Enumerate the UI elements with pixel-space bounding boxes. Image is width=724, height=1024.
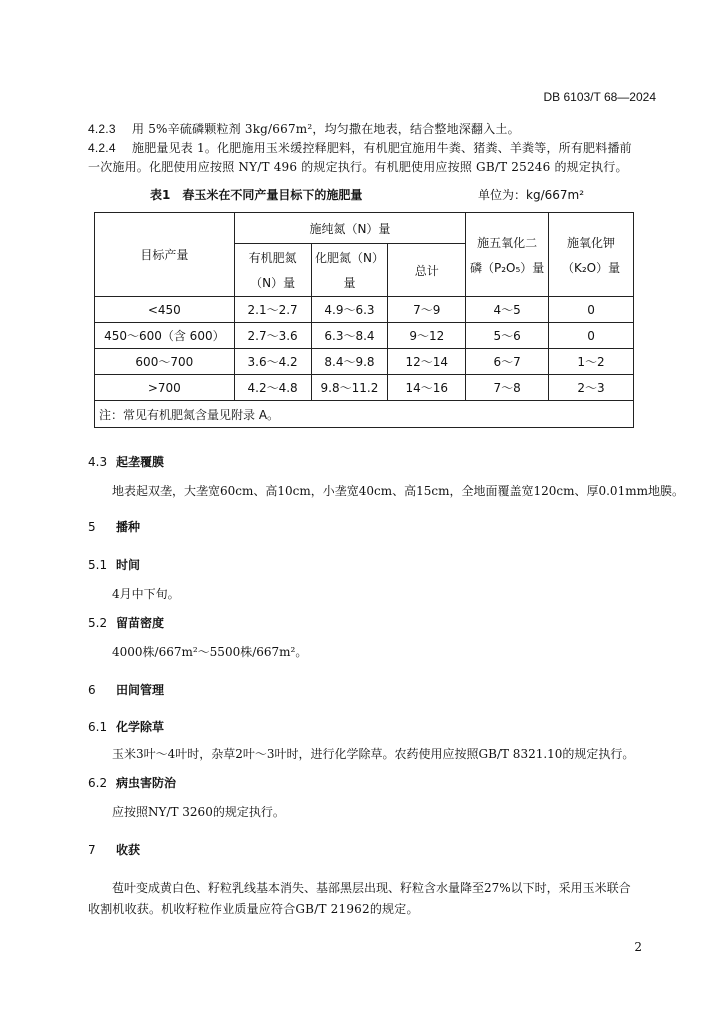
cell-k2o: 0 bbox=[549, 323, 634, 349]
heading-number: 7 bbox=[88, 843, 96, 857]
header-chem-line1: 化肥氮（N） bbox=[314, 251, 384, 265]
cell-total: 14～16 bbox=[388, 375, 466, 401]
header-chemical-nitrogen bbox=[311, 244, 388, 297]
header-chem-line2: 量 bbox=[343, 276, 356, 290]
heading-title: 收获 bbox=[116, 843, 141, 857]
heading-number: 4.3 bbox=[88, 455, 108, 469]
table-caption: 表1 春玉米在不同产量目标下的施肥量 bbox=[150, 188, 363, 202]
heading-number: 5.2 bbox=[88, 616, 108, 630]
heading-number: 6 bbox=[88, 683, 96, 697]
header-k2o-line1: 施氧化钾 bbox=[567, 235, 616, 250]
heading-title: 播种 bbox=[116, 520, 141, 534]
heading-title: 留苗密度 bbox=[116, 616, 165, 630]
header-organic-nitrogen bbox=[234, 244, 311, 297]
cell-chemical: 6.3～8.4 bbox=[311, 323, 388, 349]
heading-title: 病虫害防治 bbox=[116, 776, 177, 790]
cell-chemical: 4.9～6.3 bbox=[311, 297, 388, 323]
clause-text: 施肥量见表 1。化肥施用玉米缓控释肥料，有机肥宜施用牛粪、猪粪、羊粪等，所有肥料播前 bbox=[132, 141, 632, 155]
heading-title: 时间 bbox=[116, 558, 141, 572]
clause-text: 用 5%辛硫磷颗粒剂 3kg/667m²，均匀撒在地表，结合整地深翻入土。 bbox=[132, 122, 520, 136]
heading-6-1 bbox=[88, 718, 164, 735]
cell-p2o5: 4～5 bbox=[466, 297, 549, 323]
cell-organic: 2.7～3.6 bbox=[234, 323, 311, 349]
clause-4-2-3 bbox=[88, 120, 520, 137]
heading-5-2 bbox=[88, 614, 164, 631]
heading-title: 田间管理 bbox=[116, 683, 165, 697]
table-note: 注：常见有机肥氮含量见附录 A。 bbox=[95, 401, 634, 428]
text-7-line2: 收割机收获。机收籽粒作业质量应符合GB/T 21962的规定。 bbox=[88, 902, 419, 916]
page-number: 2 bbox=[634, 940, 642, 954]
cell-k2o: 0 bbox=[549, 297, 634, 323]
clause-number: 4.2.3 bbox=[88, 122, 116, 136]
cell-target: 600～700 bbox=[95, 349, 235, 375]
document-code: DB 6103/T 68—2024 bbox=[543, 90, 656, 104]
heading-7 bbox=[88, 841, 140, 858]
heading-number: 6.1 bbox=[88, 720, 108, 734]
cell-p2o5: 6～7 bbox=[466, 349, 549, 375]
text-5-1: 4月中下旬。 bbox=[112, 587, 180, 601]
header-k2o bbox=[549, 213, 634, 297]
fertilizer-table bbox=[94, 212, 634, 428]
cell-total: 12～14 bbox=[388, 349, 466, 375]
heading-number: 5.1 bbox=[88, 558, 108, 572]
clause-4-2-4-line2: 一次施用。化肥使用应按照 NY/T 496 的规定执行。有机肥使用应按照 GB/T 25246 的规定执行。 bbox=[88, 160, 628, 174]
heading-6-2 bbox=[88, 774, 176, 791]
text-4-3: 地表起双垄，大垄宽60cm、高10cm，小垄宽40cm、高15cm，全地面覆盖宽120cm、厚0.01mm地膜。 bbox=[112, 484, 684, 498]
heading-title: 化学除草 bbox=[116, 720, 165, 734]
cell-organic: 2.1～2.7 bbox=[234, 297, 311, 323]
header-pure-nitrogen: 施纯氮（N）量 bbox=[234, 213, 466, 244]
clause-4-2-4 bbox=[88, 139, 632, 156]
table-row bbox=[95, 323, 634, 349]
header-p2o5-line2: 磷（P₂O₅）量 bbox=[469, 260, 545, 275]
cell-total: 7～9 bbox=[388, 297, 466, 323]
heading-number: 5 bbox=[88, 520, 96, 534]
cell-p2o5: 5～6 bbox=[466, 323, 549, 349]
heading-5-1 bbox=[88, 556, 140, 573]
cell-k2o: 1～2 bbox=[549, 349, 634, 375]
heading-title: 起垄覆膜 bbox=[116, 455, 165, 469]
cell-target: 450～600（含 600） bbox=[95, 323, 235, 349]
cell-total: 9～12 bbox=[388, 323, 466, 349]
header-organic-line1: 有机肥氮 bbox=[248, 251, 297, 265]
header-organic-line2: （N）量 bbox=[250, 276, 296, 290]
text-6-2: 应按照NY/T 3260的规定执行。 bbox=[112, 805, 285, 819]
cell-k2o: 2～3 bbox=[549, 375, 634, 401]
header-k2o-line2: （K₂O）量 bbox=[561, 260, 621, 275]
heading-6 bbox=[88, 681, 164, 698]
table-row bbox=[95, 349, 634, 375]
table-row bbox=[95, 297, 634, 323]
text-5-2: 4000株/667m²～5500株/667m²。 bbox=[112, 645, 308, 659]
text-7-line1: 苞叶变成黄白色、籽粒乳线基本消失、基部黑层出现、籽粒含水量降至27%以下时，采用玉米联合 bbox=[112, 881, 631, 895]
text-6-1: 玉米3叶～4叶时，杂草2叶～3叶时，进行化学除草。农药使用应按照GB/T 8321.10的规定执行。 bbox=[112, 747, 635, 761]
cell-organic: 4.2～4.8 bbox=[234, 375, 311, 401]
cell-target: <450 bbox=[95, 297, 235, 323]
cell-chemical: 9.8～11.2 bbox=[311, 375, 388, 401]
cell-chemical: 8.4～9.8 bbox=[311, 349, 388, 375]
heading-5 bbox=[88, 518, 140, 535]
heading-4-3 bbox=[88, 453, 164, 470]
clause-number: 4.2.4 bbox=[88, 141, 116, 155]
cell-organic: 3.6～4.2 bbox=[234, 349, 311, 375]
header-p2o5-line1: 施五氧化二 bbox=[477, 235, 538, 250]
header-total: 总计 bbox=[388, 244, 466, 297]
cell-target: >700 bbox=[95, 375, 235, 401]
header-p2o5 bbox=[466, 213, 549, 297]
heading-number: 6.2 bbox=[88, 776, 108, 790]
table-unit: 单位为：kg/667m² bbox=[478, 188, 585, 202]
table-row bbox=[95, 375, 634, 401]
header-target-yield: 目标产量 bbox=[95, 213, 235, 297]
cell-p2o5: 7～8 bbox=[466, 375, 549, 401]
